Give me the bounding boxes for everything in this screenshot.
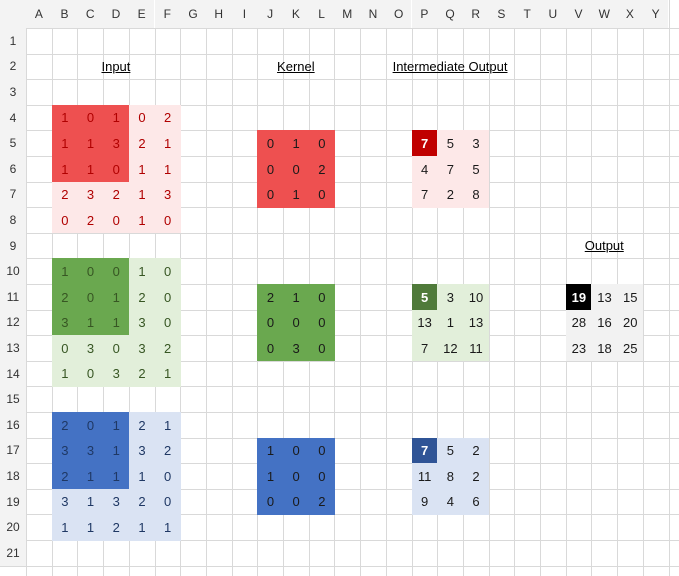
input-green-cell[interactable]: 1 (103, 284, 129, 310)
kernel-green-cell[interactable]: 0 (309, 335, 335, 361)
input-blue-cell[interactable]: 1 (103, 438, 129, 464)
kernel-green-cell[interactable]: 0 (283, 310, 309, 336)
intermediate-green-cell[interactable]: 7 (412, 335, 438, 361)
input-green-cell[interactable]: 0 (155, 284, 181, 310)
kernel-red-cell[interactable]: 0 (257, 130, 283, 156)
input-green-cell[interactable]: 2 (129, 361, 155, 387)
input-red-cell[interactable]: 1 (129, 156, 155, 182)
row-header-12[interactable]: 12 (0, 310, 26, 336)
kernel-red-cell[interactable]: 0 (257, 156, 283, 182)
select-all-corner[interactable] (0, 0, 26, 28)
input-red-cell[interactable]: 1 (103, 105, 129, 131)
input-green-cell[interactable]: 3 (129, 310, 155, 336)
column-header-h[interactable]: H (206, 0, 232, 28)
row-header-18[interactable]: 18 (0, 463, 26, 489)
row-header-3[interactable]: 3 (0, 79, 26, 105)
intermediate-green-cell[interactable]: 3 (437, 284, 463, 310)
intermediate-red-cell[interactable]: 2 (437, 182, 463, 208)
row-header-14[interactable]: 14 (0, 361, 26, 387)
input-green-cell[interactable]: 0 (52, 335, 78, 361)
column-header-v[interactable]: V (566, 0, 592, 28)
row-header-11[interactable]: 11 (0, 284, 26, 310)
input-red-cell[interactable]: 1 (129, 207, 155, 233)
input-blue-cell[interactable]: 0 (155, 489, 181, 515)
kernel-red-cell[interactable]: 1 (283, 182, 309, 208)
output-cell[interactable]: 20 (617, 310, 643, 336)
column-header-t[interactable]: T (514, 0, 540, 28)
input-red-cell[interactable]: 1 (52, 130, 78, 156)
intermediate-blue-cell[interactable]: 2 (463, 438, 489, 464)
input-red-cell[interactable]: 1 (77, 130, 103, 156)
input-blue-cell[interactable]: 3 (52, 438, 78, 464)
intermediate-blue-cell[interactable]: 4 (437, 489, 463, 515)
input-blue-cell[interactable]: 2 (52, 412, 78, 438)
column-header-f[interactable]: F (155, 0, 181, 28)
output-title: Output (584, 237, 624, 253)
input-blue-cell[interactable]: 1 (52, 514, 78, 540)
gridline (0, 79, 679, 80)
input-blue-cell[interactable]: 0 (155, 463, 181, 489)
column-header-e[interactable]: E (129, 0, 155, 28)
input-blue-cell[interactable]: 1 (155, 514, 181, 540)
kernel-blue-cell[interactable]: 0 (309, 463, 335, 489)
input-green-cell[interactable]: 3 (103, 361, 129, 387)
input-red-cell[interactable]: 2 (77, 207, 103, 233)
input-blue-cell[interactable]: 1 (129, 514, 155, 540)
input-red-cell[interactable]: 1 (129, 182, 155, 208)
gridline (360, 0, 361, 576)
input-blue-cell[interactable]: 2 (129, 412, 155, 438)
intermediate-blue-cell[interactable]: 5 (437, 438, 463, 464)
column-header-j[interactable]: J (257, 0, 283, 28)
input-red-cell[interactable]: 0 (103, 207, 129, 233)
row-header-5[interactable]: 5 (0, 130, 26, 156)
input-red-cell[interactable]: 0 (129, 105, 155, 131)
input-red-cell[interactable]: 2 (52, 182, 78, 208)
column-header-u[interactable]: U (540, 0, 566, 28)
input-blue-cell[interactable]: 2 (52, 463, 78, 489)
intermediate-output-title: Intermediate Output (392, 58, 508, 74)
column-header-p[interactable]: P (412, 0, 438, 28)
column-header-a[interactable]: A (26, 0, 52, 28)
input-red-cell[interactable]: 3 (155, 182, 181, 208)
output-cell[interactable]: 28 (566, 310, 592, 336)
input-red-cell[interactable]: 2 (129, 130, 155, 156)
input-red-cell[interactable]: 2 (155, 105, 181, 131)
column-header-i[interactable]: I (232, 0, 258, 28)
input-green-cell[interactable]: 1 (103, 310, 129, 336)
input-green-cell[interactable]: 2 (52, 284, 78, 310)
row-header-17[interactable]: 17 (0, 438, 26, 464)
input-red-cell[interactable]: 1 (77, 156, 103, 182)
column-header-n[interactable]: N (360, 0, 386, 28)
kernel-green-cell[interactable]: 2 (257, 284, 283, 310)
input-blue-cell[interactable]: 0 (77, 412, 103, 438)
input-blue-cell[interactable]: 1 (155, 412, 181, 438)
intermediate-green-cell[interactable]: 5 (412, 284, 438, 310)
row-header-2[interactable]: 2 (0, 54, 26, 80)
input-red-cell[interactable]: 0 (103, 156, 129, 182)
input-green-cell[interactable]: 0 (155, 310, 181, 336)
input-blue-cell[interactable]: 2 (155, 438, 181, 464)
gridline (669, 0, 670, 576)
input-red-cell[interactable]: 3 (77, 182, 103, 208)
kernel-red-cell[interactable]: 0 (257, 182, 283, 208)
output-cell[interactable]: 23 (566, 335, 592, 361)
intermediate-blue-cell[interactable]: 7 (412, 438, 438, 464)
row-header-15[interactable]: 15 (0, 386, 26, 412)
intermediate-red-cell[interactable]: 5 (463, 156, 489, 182)
input-blue-cell[interactable]: 1 (77, 463, 103, 489)
kernel-blue-cell[interactable]: 0 (283, 463, 309, 489)
column-header-g[interactable]: G (180, 0, 206, 28)
kernel-blue-cell[interactable]: 0 (283, 438, 309, 464)
input-red-cell[interactable]: 1 (52, 156, 78, 182)
column-header-b[interactable]: B (52, 0, 78, 28)
input-green-cell[interactable]: 0 (77, 361, 103, 387)
input-blue-cell[interactable]: 2 (129, 489, 155, 515)
kernel-green-cell[interactable]: 0 (257, 310, 283, 336)
kernel-green-cell[interactable]: 1 (283, 284, 309, 310)
column-header-s[interactable]: S (489, 0, 515, 28)
kernel-blue-cell[interactable]: 0 (309, 438, 335, 464)
input-red-cell[interactable]: 0 (155, 207, 181, 233)
input-title: Input (101, 58, 131, 74)
input-green-cell[interactable]: 0 (103, 258, 129, 284)
intermediate-green-cell[interactable]: 11 (463, 335, 489, 361)
input-green-cell[interactable]: 0 (77, 258, 103, 284)
row-header-8[interactable]: 8 (0, 207, 26, 233)
input-blue-cell[interactable]: 1 (103, 463, 129, 489)
gridline (0, 566, 679, 567)
intermediate-blue-cell[interactable]: 9 (412, 489, 438, 515)
kernel-red-cell[interactable]: 0 (309, 130, 335, 156)
intermediate-green-cell[interactable]: 13 (463, 310, 489, 336)
input-red-cell[interactable]: 0 (52, 207, 78, 233)
row-header-20[interactable]: 20 (0, 514, 26, 540)
column-header-l[interactable]: L (309, 0, 335, 28)
input-green-cell[interactable]: 0 (103, 335, 129, 361)
column-header-w[interactable]: W (591, 0, 617, 28)
kernel-green-cell[interactable]: 0 (257, 335, 283, 361)
output-cell[interactable]: 15 (617, 284, 643, 310)
column-header-y[interactable]: Y (643, 0, 669, 28)
intermediate-red-cell[interactable]: 7 (412, 130, 438, 156)
input-green-cell[interactable]: 1 (52, 361, 78, 387)
kernel-blue-cell[interactable]: 1 (257, 463, 283, 489)
input-blue-cell[interactable]: 1 (77, 514, 103, 540)
intermediate-red-cell[interactable]: 8 (463, 182, 489, 208)
row-header-6[interactable]: 6 (0, 156, 26, 182)
input-green-cell[interactable]: 1 (129, 258, 155, 284)
intermediate-blue-cell[interactable]: 8 (437, 463, 463, 489)
kernel-red-cell[interactable]: 0 (283, 156, 309, 182)
output-cell[interactable]: 13 (591, 284, 617, 310)
kernel-green-cell[interactable]: 0 (309, 310, 335, 336)
kernel-blue-cell[interactable]: 0 (257, 489, 283, 515)
output-cell[interactable]: 16 (591, 310, 617, 336)
column-header-m[interactable]: M (334, 0, 360, 28)
input-blue-cell[interactable]: 3 (52, 489, 78, 515)
gridline (386, 0, 387, 576)
intermediate-blue-cell[interactable]: 11 (412, 463, 438, 489)
input-red-cell[interactable]: 1 (155, 156, 181, 182)
row-header-1[interactable]: 1 (0, 28, 26, 54)
kernel-blue-cell[interactable]: 2 (309, 489, 335, 515)
kernel-red-cell[interactable]: 0 (309, 182, 335, 208)
output-cell[interactable]: 25 (617, 335, 643, 361)
gridline (232, 0, 233, 576)
column-header-r[interactable]: R (463, 0, 489, 28)
kernel-green-cell[interactable]: 0 (309, 284, 335, 310)
kernel-blue-cell[interactable]: 0 (283, 489, 309, 515)
intermediate-green-cell[interactable]: 10 (463, 284, 489, 310)
input-green-cell[interactable]: 3 (77, 335, 103, 361)
input-blue-cell[interactable]: 3 (103, 489, 129, 515)
column-header-c[interactable]: C (77, 0, 103, 28)
row-header-13[interactable]: 13 (0, 335, 26, 361)
row-header-4[interactable]: 4 (0, 105, 26, 131)
kernel-title: Kernel (277, 58, 315, 74)
intermediate-red-cell[interactable]: 5 (437, 130, 463, 156)
gridline (0, 28, 679, 29)
gridline (540, 0, 541, 576)
kernel-red-cell[interactable]: 2 (309, 156, 335, 182)
input-green-cell[interactable]: 0 (155, 258, 181, 284)
input-blue-cell[interactable]: 3 (77, 438, 103, 464)
intermediate-red-cell[interactable]: 4 (412, 156, 438, 182)
kernel-green-cell[interactable]: 3 (283, 335, 309, 361)
intermediate-red-cell[interactable]: 7 (437, 156, 463, 182)
input-green-cell[interactable]: 1 (77, 310, 103, 336)
input-green-cell[interactable]: 2 (155, 335, 181, 361)
output-cell[interactable]: 19 (566, 284, 592, 310)
gridline (0, 54, 679, 55)
row-header-10[interactable]: 10 (0, 258, 26, 284)
input-red-cell[interactable]: 1 (155, 130, 181, 156)
gridline (26, 0, 27, 576)
row-header-7[interactable]: 7 (0, 182, 26, 208)
row-header-16[interactable]: 16 (0, 412, 26, 438)
input-green-cell[interactable]: 1 (52, 258, 78, 284)
intermediate-green-cell[interactable]: 12 (437, 335, 463, 361)
input-blue-cell[interactable]: 1 (103, 412, 129, 438)
input-blue-cell[interactable]: 2 (103, 514, 129, 540)
gridline (514, 0, 515, 576)
input-green-cell[interactable]: 0 (77, 284, 103, 310)
column-header-o[interactable]: O (386, 0, 412, 28)
input-green-cell[interactable]: 3 (129, 335, 155, 361)
kernel-blue-cell[interactable]: 1 (257, 438, 283, 464)
intermediate-blue-cell[interactable]: 2 (463, 463, 489, 489)
input-red-cell[interactable]: 3 (103, 130, 129, 156)
input-red-cell[interactable]: 1 (52, 105, 78, 131)
intermediate-red-cell[interactable]: 7 (412, 182, 438, 208)
column-header-q[interactable]: Q (437, 0, 463, 28)
output-cell[interactable]: 18 (591, 335, 617, 361)
row-header-21[interactable]: 21 (0, 540, 26, 566)
column-header-d[interactable]: D (103, 0, 129, 28)
input-blue-cell[interactable]: 1 (129, 463, 155, 489)
column-header-k[interactable]: K (283, 0, 309, 28)
input-blue-cell[interactable]: 1 (77, 489, 103, 515)
intermediate-green-cell[interactable]: 1 (437, 310, 463, 336)
gridline (206, 0, 207, 576)
input-green-cell[interactable]: 1 (155, 361, 181, 387)
intermediate-green-cell[interactable]: 13 (412, 310, 438, 336)
input-green-cell[interactable]: 3 (52, 310, 78, 336)
input-green-cell[interactable]: 2 (129, 284, 155, 310)
kernel-red-cell[interactable]: 1 (283, 130, 309, 156)
input-blue-cell[interactable]: 3 (129, 438, 155, 464)
input-red-cell[interactable]: 2 (103, 182, 129, 208)
column-header-x[interactable]: X (617, 0, 643, 28)
input-red-cell[interactable]: 0 (77, 105, 103, 131)
intermediate-blue-cell[interactable]: 6 (463, 489, 489, 515)
row-header-19[interactable]: 19 (0, 489, 26, 515)
intermediate-red-cell[interactable]: 3 (463, 130, 489, 156)
row-header-9[interactable]: 9 (0, 233, 26, 259)
